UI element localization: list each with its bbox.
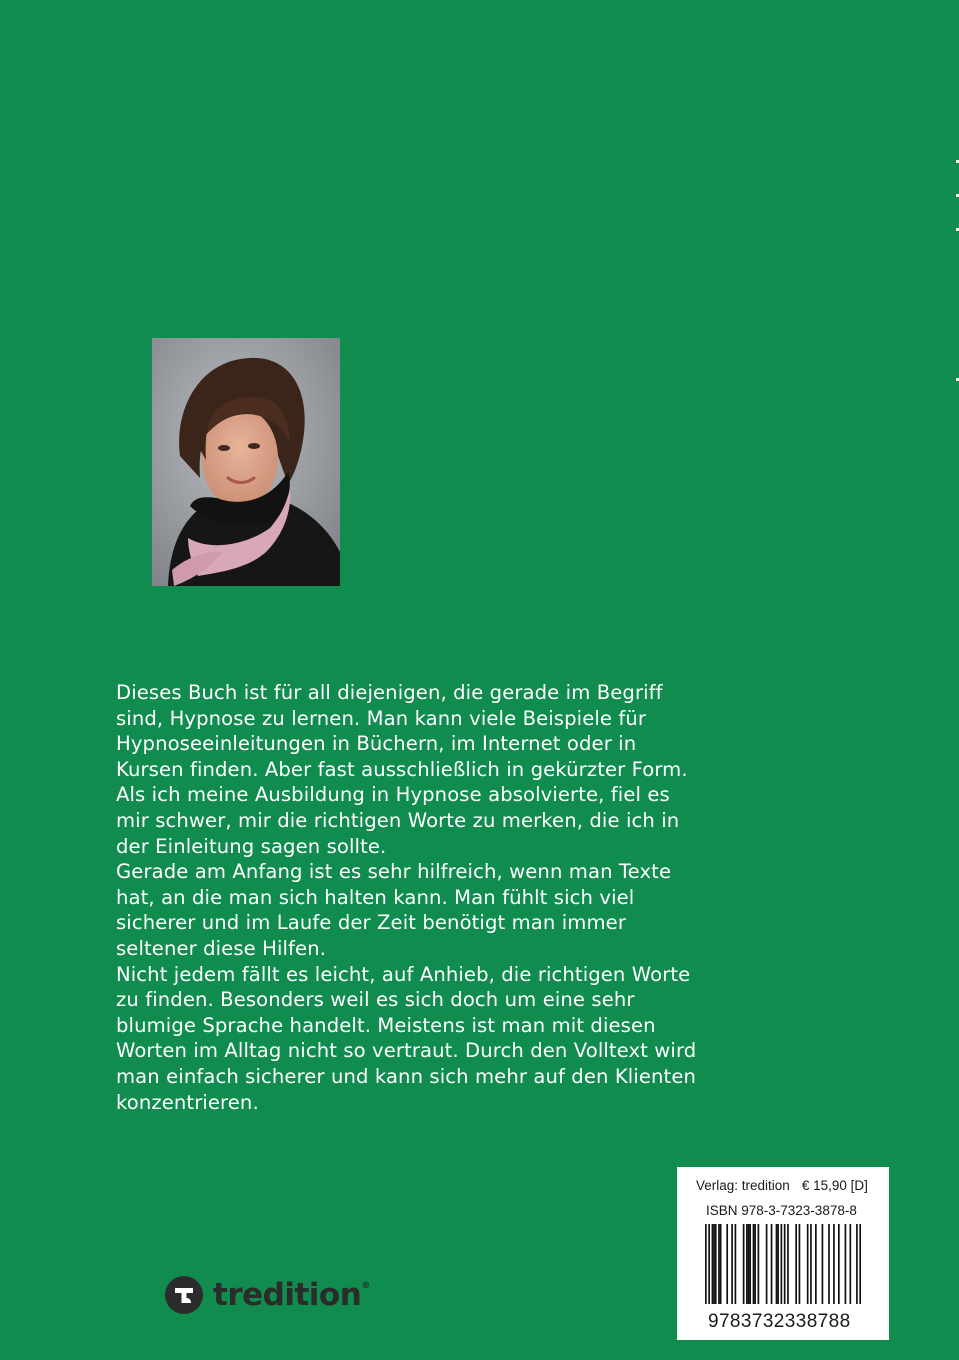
barcode-bar — [749, 1224, 751, 1304]
barcode-bar — [781, 1224, 783, 1304]
author-portrait-photo — [152, 338, 340, 586]
barcode-bar — [784, 1224, 786, 1304]
barcode-bar — [705, 1224, 707, 1304]
isbn-barcode-label — [677, 1167, 889, 1340]
barcode-digits: 9783732338788 — [708, 1311, 851, 1332]
barcode-bar — [758, 1224, 760, 1304]
barcode-bar — [726, 1224, 728, 1304]
barcode-bar — [746, 1224, 748, 1304]
blurb-paragraph: Nicht jedem fällt es leicht, auf Anhieb, die richtigen Worte zu finden. Besonders weil es sich doch um eine sehr blumige Sprache handelt. Meistens ist man mit diesen Worten im Alltag nicht so vertraut. Durch den Volltext wird man einfach sicherer und kann sich mehr auf den Klienten konzentrieren. — [116, 962, 697, 1114]
barcode-bar — [708, 1224, 710, 1304]
barcode-bar — [718, 1224, 720, 1304]
publisher-price-line — [696, 1178, 868, 1193]
barcode-bar — [754, 1224, 756, 1304]
barcode-bar — [838, 1224, 840, 1304]
barcode-bar — [833, 1224, 835, 1304]
barcode-bar — [735, 1224, 737, 1304]
barcode-bar — [720, 1224, 722, 1304]
barcode-bar — [748, 1224, 750, 1304]
barcode-bar — [753, 1224, 755, 1304]
barcode-bar — [787, 1224, 789, 1304]
barcode-bar — [859, 1224, 861, 1304]
barcode-bar — [845, 1224, 847, 1304]
barcode-bar — [766, 1224, 768, 1304]
tredition-t-logo-icon — [165, 1276, 203, 1314]
barcode-bar — [776, 1224, 778, 1304]
barcode-bar — [713, 1224, 715, 1304]
barcode-bar — [777, 1224, 779, 1304]
barcode-bar — [771, 1224, 773, 1304]
blurb-paragraph: Dieses Buch ist für all diejenigen, die gerade im Begriff sind, Hypnose zu lernen. Man kann viele Beispiele für Hypnoseeinleitungen in Büchern, im Internet oder in Kursen finden. Aber fast ausschließlich in gekürzter Form. Als ich meine Ausbildung in Hypnose absolvierte, fiel es mir schwer, mir die richtigen Worte zu merken, die ich in der Einleitung sagen sollte. — [116, 681, 688, 858]
barcode-bar — [743, 1224, 745, 1304]
barcode-bar — [799, 1224, 801, 1304]
barcode-bar — [807, 1224, 809, 1304]
barcode-bar — [850, 1224, 852, 1304]
back-cover-blurb — [116, 680, 706, 1115]
barcode-bar — [815, 1224, 817, 1304]
barcode-bar — [731, 1224, 733, 1304]
barcode-bar — [795, 1224, 797, 1304]
barcode-bar — [712, 1224, 714, 1304]
barcode-bar — [856, 1224, 858, 1304]
publisher-logo — [165, 1274, 370, 1316]
blurb-paragraph: Gerade am Anfang ist es sehr hilfreich, wenn man Texte hat, an die man sich halten kann. Man fühlt sich viel sicherer und im Laufe der Zeit benötigt man immer seltener diese Hilfen. — [116, 860, 672, 960]
barcode-bar — [810, 1224, 812, 1304]
barcode-bar — [822, 1224, 824, 1304]
barcode-bars — [705, 1224, 861, 1304]
publisher-label: Verlag: tredition — [696, 1178, 790, 1193]
price-label: € 15,90 [D] — [801, 1178, 868, 1193]
isbn-text: ISBN 978-3-7323-3878-8 — [706, 1203, 857, 1218]
barcode-bar — [828, 1224, 830, 1304]
barcode-bar — [715, 1224, 717, 1304]
publisher-name: tredition® — [213, 1277, 370, 1313]
